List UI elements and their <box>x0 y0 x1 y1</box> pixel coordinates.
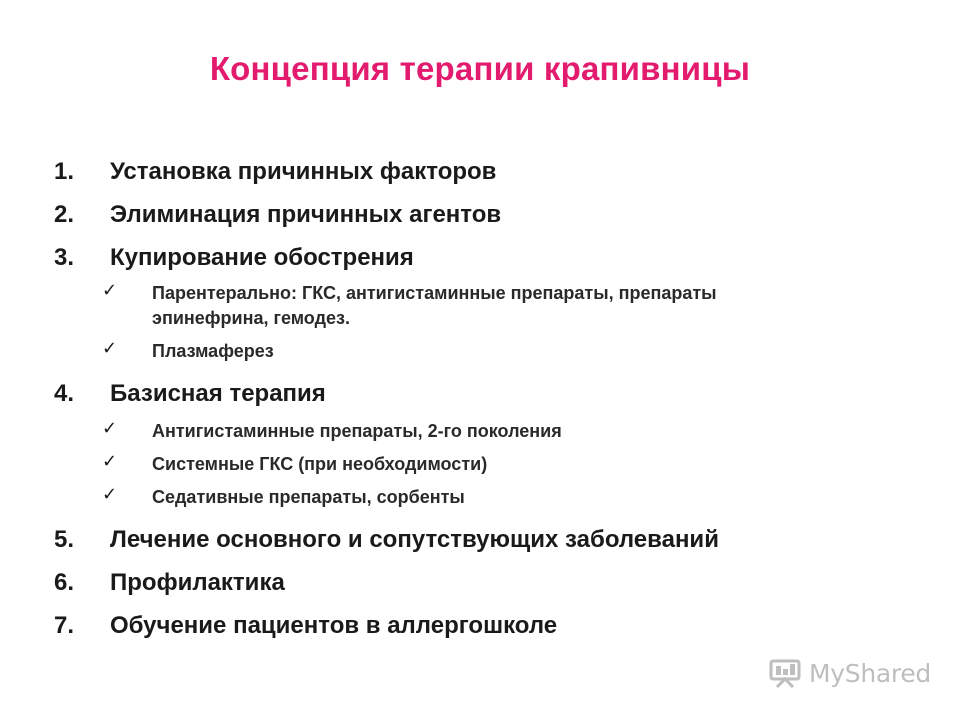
presentation-screen-icon <box>767 658 803 688</box>
list-item <box>54 193 914 236</box>
list-item-text: Профилактика <box>110 569 285 596</box>
list-item-text: Лечение основного и сопутствующих заболеваний <box>110 526 719 553</box>
list-item <box>54 150 914 193</box>
list-item-text: Купирование обострения <box>110 244 414 271</box>
list-item-number: 4. <box>54 380 75 407</box>
list-item <box>54 604 914 647</box>
list-item-number: 5. <box>54 526 75 553</box>
checkmark-icon: ✓ <box>102 484 118 504</box>
list-item <box>54 561 914 604</box>
checkmark-icon: ✓ <box>102 418 118 438</box>
list-item <box>54 518 914 561</box>
list-item-number: 6. <box>54 569 75 596</box>
list-item-text: Базисная терапия <box>110 380 326 407</box>
sub-item-text: Антигистаминные препараты, 2-го поколения <box>152 421 562 441</box>
slide-title: Концепция терапии крапивницы <box>209 50 751 87</box>
list-item-number: 7. <box>54 612 75 639</box>
list-item-text: Обучение пациентов в аллергошколе <box>110 612 558 639</box>
list-item-number: 2. <box>54 201 75 228</box>
checkmark-icon: ✓ <box>102 280 118 300</box>
sub-item-text: Системные ГКС (при необходимости) <box>152 454 488 474</box>
list-item-number: 1. <box>54 158 75 185</box>
sub-item-text-continued: эпинефрина, гемодез. <box>152 308 350 328</box>
sub-item-text: Седативные препараты, сорбенты <box>152 487 465 507</box>
sub-item <box>98 419 914 444</box>
list-item-number: 3. <box>54 244 75 271</box>
sub-item <box>98 485 914 510</box>
checkmark-icon: ✓ <box>102 338 118 358</box>
checkmark-icon: ✓ <box>102 451 118 471</box>
list-item <box>54 236 914 279</box>
list-item-text: Элиминация причинных агентов <box>110 201 502 228</box>
sub-item <box>98 281 914 331</box>
sub-item <box>98 339 914 364</box>
list-item <box>54 372 914 415</box>
sub-item-text: Плазмаферез <box>152 341 274 361</box>
watermark <box>767 656 931 690</box>
list-item-text: Установка причинных факторов <box>110 158 497 185</box>
sub-item <box>98 452 914 477</box>
therapy-list <box>54 150 914 647</box>
sub-item-text: Парентерально: ГКС, антигистаминные препараты, препараты <box>152 283 717 303</box>
watermark-text: MyShared <box>809 658 931 688</box>
